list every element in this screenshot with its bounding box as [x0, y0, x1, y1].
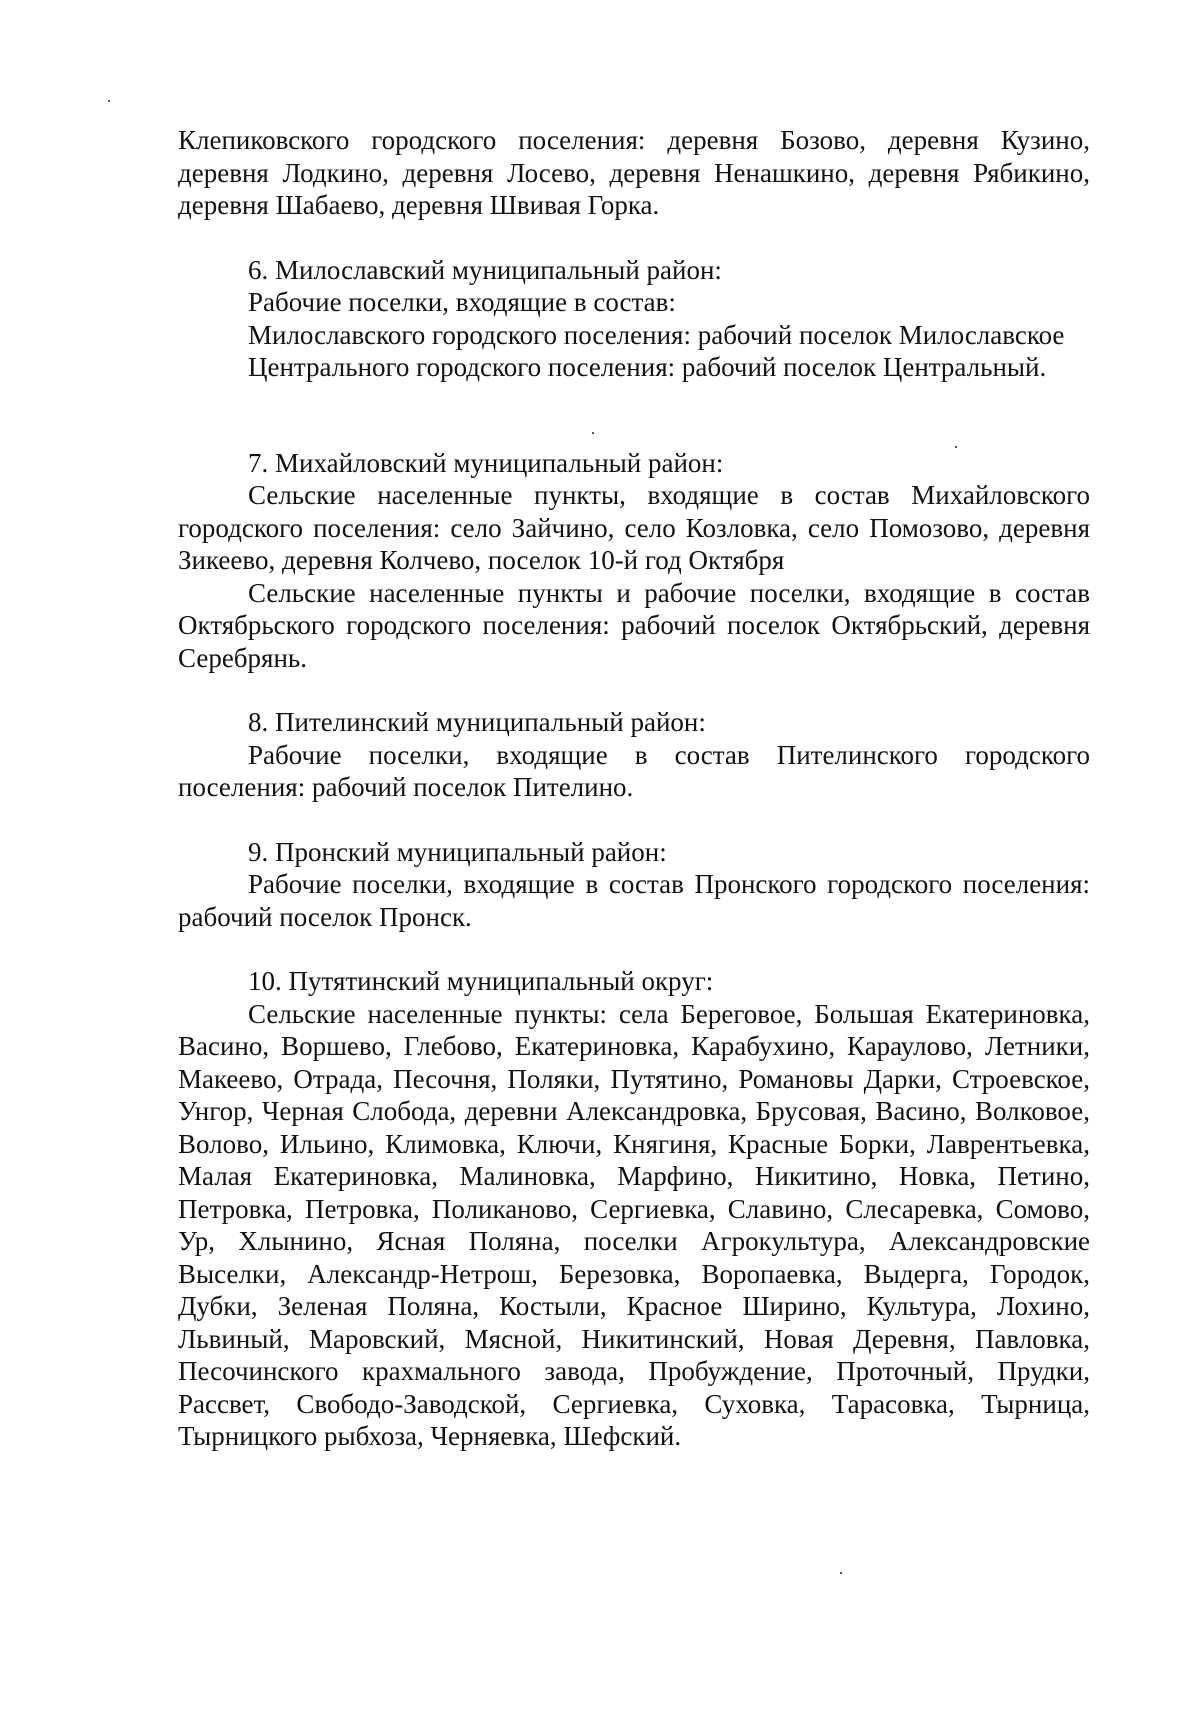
section-9	[178, 836, 1090, 934]
section-6-paragraph-2: Центрального городского поселения: рабочий поселок Центральный.	[248, 352, 1047, 382]
section-7-paragraph-2: Сельские населенные пункты и рабочие поселки, входящие в состав Октябрьского городского поселения: рабочий поселок Октябрьский, деревня Серебрянь.	[178, 577, 1090, 673]
section-6-intro: Рабочие поселки, входящие в состав:	[248, 287, 676, 317]
section-6-heading: 6. Милославский муниципальный район:	[248, 254, 722, 285]
section-10	[178, 965, 1090, 1453]
section-8-paragraph-1: Рабочие поселки, входящие в состав Пителинского городского поселения: рабочий поселок Пителино.	[178, 739, 1090, 802]
section-9-paragraph-1: Рабочие поселки, входящие в состав Пронского городского поселения: рабочий поселок Пронск.	[178, 869, 1090, 932]
section-7-paragraph-1: Сельские населенные пункты, входящие в состав Михайловского городского поселения: село Зайчино, село Козловка, село Помозово, деревня Зикеево, деревня Колчево, поселок 10-й год Октября	[178, 480, 1090, 575]
document-page	[178, 124, 1090, 1453]
section-5-continuation: Клепиковского городского поселения: деревня Бозово, деревня Кузино, деревня Лодкино, деревня Лосево, деревня Ненашкино, деревня Рябикино, деревня Шабаево, деревня Швивая Горка.	[178, 125, 1090, 220]
section-8	[178, 706, 1090, 804]
section-6-paragraph-1: Милославского городского поселения: рабочий поселок Милославское	[248, 319, 1065, 350]
section-6	[178, 254, 1090, 384]
section-8-heading: 8. Пителинский муниципальный район:	[248, 707, 706, 737]
section-10-paragraph-1: Сельские населенные пункты: села Береговое, Большая Екатериновка, Васино, Воршево, Глебово, Екатериновка, Карабухино, Караулово, Летники, Макеево, Отрада, Песочня, Поляки, Путятино, Романовы Дарки, Строевское, Унгор, Черная Слобода, деревни Александровка, Брусовая, Васино, Волковое, Волово, Ильино, Климовка, Ключи, Княгиня, Красные Борки, Лаврентьевка, Малая Екатериновка, Малиновка, Марфино, Никитино, Новка, Петино, Петровка, Петровка, Поликаново, Сергиевка, Славино, Слесаревка, Сомово, Ур, Хлынино, Ясная Поляна, поселки Агрокультура, Александровские Выселки, Александр-Нетрош, Березовка, Воропаевка, Выдерга, Городок, Дубки, Зеленая Поляна, Костыли, Красное Ширино, Культура, Лохино, Львиный, Маровский, Мясной, Никитинский, Новая Деревня, Павловка, Песочинского крахмального завода, Пробуждение, Проточный, Прудки, Рассвет, Свободо-Заводской, Сергиевка, Суховка, Тарасовка, Тырница, Тырницкого рыбхоза, Черняевка, Шефский.	[178, 998, 1090, 1451]
scan-speck	[840, 1572, 842, 1574]
section-7-heading: 7. Михайловский муниципальный район:	[248, 447, 724, 478]
section-9-heading: 9. Пронский муниципальный район:	[248, 836, 667, 867]
scan-speck	[108, 100, 110, 102]
section-7	[178, 447, 1090, 675]
section-10-heading: 10. Путятинский муниципальный округ:	[248, 966, 714, 996]
